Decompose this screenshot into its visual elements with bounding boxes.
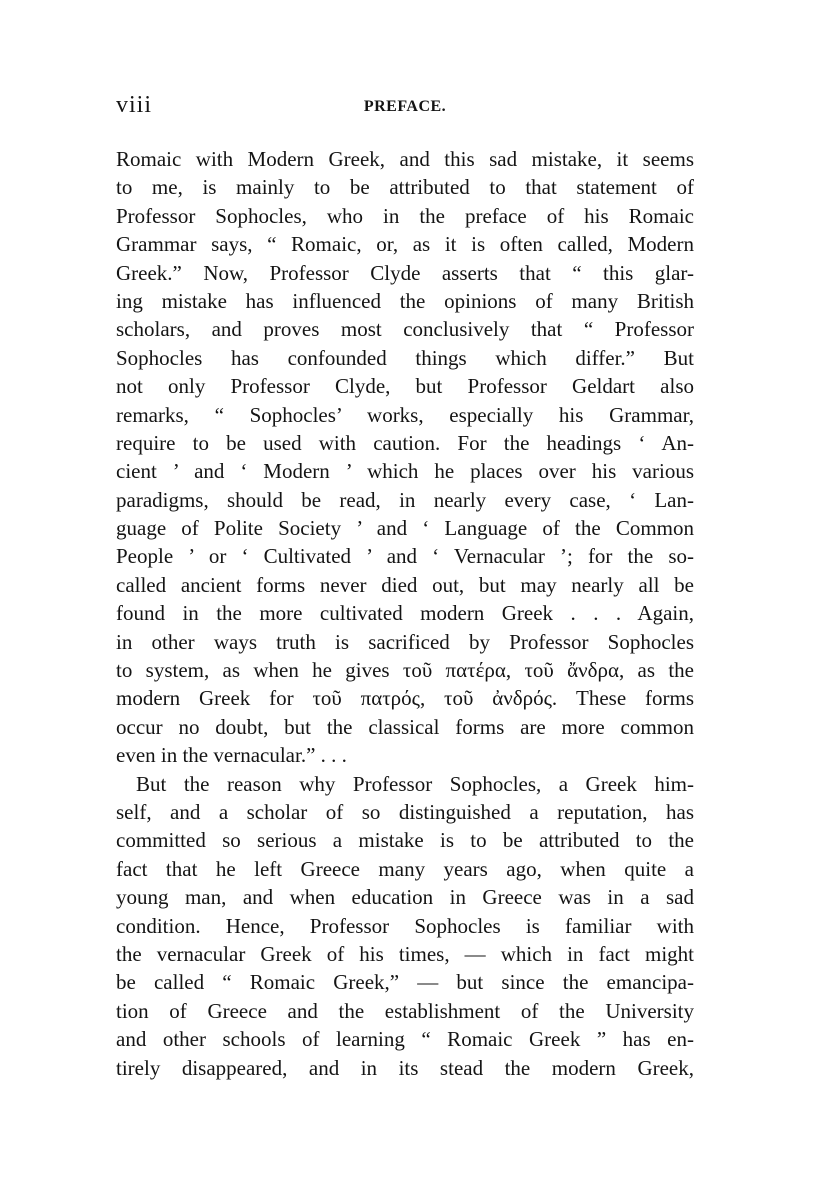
text-line: to system, as when he gives τοῦ πατέρα, τοῦ ἄνδρα, as the [116, 658, 694, 683]
text-line: the vernacular Greek of his times, — which in fact might [116, 941, 694, 966]
text-line: self, and a scholar of so distinguished a reputation, has [116, 799, 694, 824]
text-line: found in the more cultivated modern Greek . . . Again, [116, 601, 694, 626]
text-line: Professor Sophocles, who in the preface of his Romaic [116, 203, 694, 228]
text-line: not only Professor Clyde, but Professor Geldart also [116, 374, 694, 399]
text-line: guage of Polite Society ’ and ‘ Language of the Common [116, 516, 694, 541]
text-line: Sophocles has confounded things which differ.” But [116, 345, 694, 370]
text-line: young man, and when education in Greece was in a sad [116, 885, 694, 910]
text-line: Grammar says, “ Romaic, or, as it is often called, Modern [116, 232, 694, 257]
text-line: paradigms, should be read, in nearly every case, ‘ Lan- [116, 487, 694, 512]
text-line: Greek.” Now, Professor Clyde asserts that “ this glar- [116, 260, 694, 285]
text-line: even in the vernacular.” . . . [116, 743, 347, 768]
page-number: viii [116, 92, 153, 118]
text-line: modern Greek for τοῦ πατρός, τοῦ ἀνδρός. These forms [116, 686, 694, 711]
text-line: But the reason why Professor Sophocles, a Greek him- [136, 771, 694, 796]
text-line: condition. Hence, Professor Sophocles is familiar with [116, 913, 694, 938]
text-line: require to be used with caution. For the headings ‘ An- [116, 430, 694, 455]
page-header [116, 92, 694, 126]
text-line: committed so serious a mistake is to be attributed to the [116, 828, 694, 853]
running-head: PREFACE. [363, 98, 447, 115]
text-line: and other schools of learning “ Romaic Greek ” has en- [116, 1027, 694, 1052]
text-line: People ’ or ‘ Cultivated ’ and ‘ Vernacular ’; for the so- [116, 544, 694, 569]
text-line: cient ’ and ‘ Modern ’ which he places over his various [116, 459, 694, 484]
text-line: occur no doubt, but the classical forms are more common [116, 714, 694, 739]
text-line: to me, is mainly to be attributed to that statement of [116, 175, 694, 200]
text-line: scholars, and proves most conclusively that “ Professor [116, 317, 694, 342]
text-line: tion of Greece and the establishment of the University [116, 998, 694, 1023]
text-line: ing mistake has influenced the opinions of many British [116, 288, 694, 313]
text-line: tirely disappeared, and in its stead the modern Greek, [116, 1055, 694, 1080]
text-line: Romaic with Modern Greek, and this sad mistake, it seems [116, 147, 694, 171]
text-line: called ancient forms never died out, but may nearly all be [116, 572, 694, 597]
text-line: remarks, “ Sophocles’ works, especially his Grammar, [116, 402, 694, 427]
text-line: fact that he left Greece many years ago, when quite a [116, 856, 694, 881]
text-line: be called “ Romaic Greek,” — but since the emancipa- [116, 970, 694, 995]
text-line: in other ways truth is sacrificed by Professor Sophocles [116, 629, 694, 654]
body-text [116, 145, 694, 1082]
